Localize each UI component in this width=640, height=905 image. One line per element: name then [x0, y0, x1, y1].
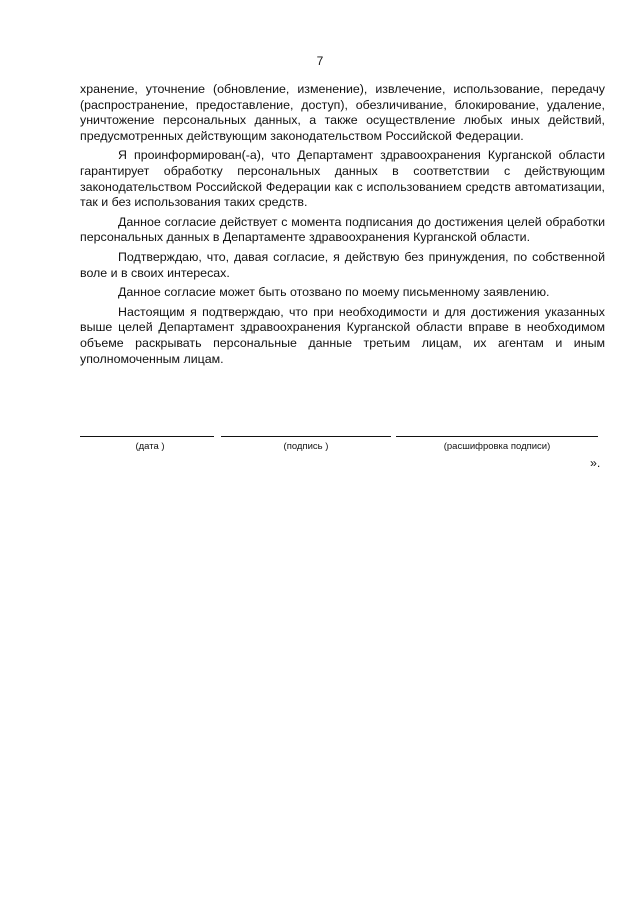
paragraph-informed: Я проинформирован(-а), что Департамент здравоохранения Курганской области гарантирует обработку персональных данных в соответствии с действующим законодательством Российской Федерации как с использованием средств автоматизации, так и без использования таких средств.	[80, 148, 605, 210]
paragraph-voluntary: Подтверждаю, что, давая согласие, я действую без принуждения, по собственной воле и в своих интересах.	[80, 249, 605, 280]
paragraph-revocation: Данное согласие может быть отозвано по моему письменному заявлению.	[118, 285, 550, 300]
signature-decoding-line	[396, 436, 598, 437]
paragraph-processing-actions: хранение, уточнение (обновление, изменение), извлечение, использование, передачу (распространение, предоставление, доступ), обезличивание, блокирование, удаление, уничтожение персональных данных, а также осуществление любых иных действий, предусмотренных действующим законодательством Российской Федерации.	[80, 82, 605, 143]
signature-caption: (подпись )	[283, 441, 329, 452]
signature-block	[80, 436, 600, 476]
page-number: 7	[316, 54, 324, 68]
paragraph-disclosure: Настоящим я подтверждаю, что при необходимости и для достижения указанных выше целей Департамент здравоохранения Курганской области вправе в необходимом объеме раскрывать персональные данные третьим лицам, их агентам и иным уполномоченным лицам.	[80, 304, 605, 366]
closing-quote-mark: ».	[590, 456, 601, 470]
date-line	[80, 436, 214, 437]
paragraph-validity: Данное согласие действует с момента подписания до достижения целей обработки персональных данных в Департаменте здравоохранения Курганской области.	[80, 214, 605, 245]
date-caption: (дата )	[135, 441, 165, 452]
signature-decoding-caption: (расшифровка подписи)	[443, 441, 551, 452]
signature-line	[221, 436, 391, 437]
document-body	[80, 82, 605, 371]
